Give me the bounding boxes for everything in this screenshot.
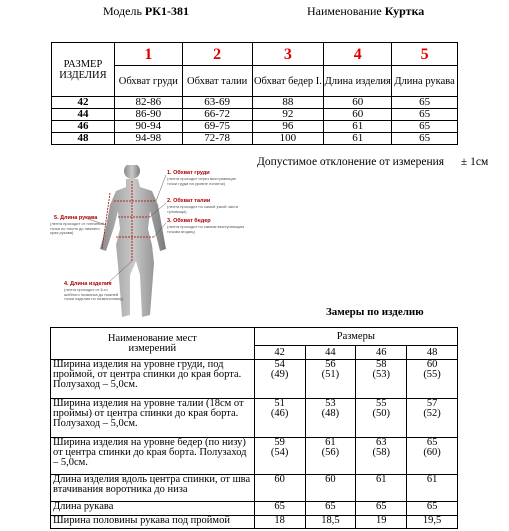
size-row	[52, 109, 458, 121]
tolerance-text: Допустимое отклонение от измерения	[257, 156, 445, 168]
figure-label-3: 3. Обхват бедер	[167, 218, 211, 224]
figure-note-2: (лента проходит по самой узкой части туловища)	[167, 204, 239, 214]
meas-row	[51, 399, 458, 438]
name-label: Наименование	[307, 4, 382, 18]
meas-value-cell: 63 (58)	[356, 438, 407, 475]
size-value-cell: 61	[324, 133, 392, 145]
size-value-cell: 82-86	[114, 97, 182, 109]
meas-value-cell: 60	[305, 475, 356, 502]
meas-name-cell: Длина рукава	[51, 502, 255, 516]
model-label: Модель	[103, 4, 142, 18]
size-value-cell: 72-78	[182, 133, 252, 145]
measurements-table	[50, 327, 458, 529]
size-value-cell: 65	[392, 133, 458, 145]
col-num-3: 3	[252, 43, 324, 66]
figure-note-3: (лента проходит по самым выступающим точкам ягодиц)	[167, 224, 245, 234]
meas-value-cell: 54 (49)	[254, 360, 305, 399]
size-row-header: РАЗМЕР ИЗДЕЛИЯ	[52, 43, 115, 97]
meas-value-cell: 19,5	[407, 516, 458, 529]
size-value-cell: 65	[392, 121, 458, 133]
meas-value-cell: 65	[254, 502, 305, 516]
tolerance-note	[257, 156, 488, 168]
meas-name-cell: Ширина половины рукава под проймой	[51, 516, 255, 529]
meas-row	[51, 438, 458, 475]
figure-label-5: 5. Длина рукава	[54, 215, 98, 221]
size-cell: 48	[52, 133, 115, 145]
col-num-1: 1	[114, 43, 182, 66]
size-value-cell: 60	[324, 109, 392, 121]
meas-value-cell: 60	[254, 475, 305, 502]
size-value-cell: 66-72	[182, 109, 252, 121]
meas-value-cell: 57 (52)	[407, 399, 458, 438]
figure-note-1: (лента проходит через выступающие точки груди на уровне лопаток)	[167, 176, 237, 186]
size-value-cell: 65	[392, 109, 458, 121]
meas-value-cell: 53 (48)	[305, 399, 356, 438]
meas-value-cell: 51 (46)	[254, 399, 305, 438]
meas-col-header: Наименование мест измерений	[51, 328, 255, 360]
meas-value-cell: 65	[407, 502, 458, 516]
size-cell: 46	[52, 121, 115, 133]
figure-note-4: (лента проходит от 6-го шейного позвонка до нижней точки изделия по позвоночнику)	[64, 287, 124, 301]
meas-value-cell: 18	[254, 516, 305, 529]
meas-name-cell: Длина изделия вдоль центра спинки, от шва втачивания воротника до низа	[51, 475, 255, 502]
col-label-4: Длина изделия	[324, 66, 392, 97]
size-value-cell: 60	[324, 97, 392, 109]
model-value: РК1-381	[144, 4, 189, 18]
meas-value-cell: 58 (53)	[356, 360, 407, 399]
size-value-cell: 63-69	[182, 97, 252, 109]
col-num-2: 2	[182, 43, 252, 66]
meas-value-cell: 59 (54)	[254, 438, 305, 475]
figure-label-4: 4. Длина изделия	[64, 281, 112, 287]
meas-name-cell: Ширина изделия на уровне бедер (по низу) от центра спинки до края борта. Полузаход – 5,0см.	[51, 438, 255, 475]
size-value-cell: 88	[252, 97, 324, 109]
meas-size-header: 42	[254, 346, 305, 360]
col-label-5: Длина рукава	[392, 66, 458, 97]
size-value-cell: 100	[252, 133, 324, 145]
meas-value-cell: 65	[356, 502, 407, 516]
col-label-2: Обхват талии	[182, 66, 252, 97]
meas-value-cell: 60 (55)	[407, 360, 458, 399]
meas-value-cell: 19	[356, 516, 407, 529]
col-label-1: Обхват груди	[114, 66, 182, 97]
meas-value-cell: 61 (56)	[305, 438, 356, 475]
size-value-cell: 65	[392, 97, 458, 109]
size-row	[52, 133, 458, 145]
meas-size-header: 48	[407, 346, 458, 360]
meas-value-cell: 61	[356, 475, 407, 502]
meas-value-cell: 61	[407, 475, 458, 502]
meas-row	[51, 502, 458, 516]
size-row	[52, 97, 458, 109]
meas-row	[51, 475, 458, 502]
tolerance-value: ± 1см	[460, 156, 489, 168]
size-cell: 44	[52, 109, 115, 121]
size-value-cell: 94-98	[114, 133, 182, 145]
measurements-title: Замеры по изделию	[326, 306, 424, 318]
col-label-3: Обхват бедер I.	[252, 66, 324, 97]
meas-row	[51, 516, 458, 529]
size-value-cell: 69-75	[182, 121, 252, 133]
body-measurement-figure	[48, 165, 248, 325]
meas-size-header: 44	[305, 346, 356, 360]
figure-note-5: (лента проходит от плечевой точки по локтю до нижнего края рукава)	[50, 221, 104, 235]
meas-value-cell: 65	[305, 502, 356, 516]
size-cell: 42	[52, 97, 115, 109]
meas-name-cell: Ширина изделия на уровне талии (18см от проймы) от центра спинки до края борта. Полузаход – 5,0см.	[51, 399, 255, 438]
meas-value-cell: 55 (50)	[356, 399, 407, 438]
sizes-header: Размеры	[254, 328, 457, 346]
name-header	[307, 4, 424, 19]
size-value-cell: 61	[324, 121, 392, 133]
meas-name-cell: Ширина изделия на уровне груди, под проймой, от центра спинки до края борта. Полузаход – 5,0см.	[51, 360, 255, 399]
meas-row	[51, 360, 458, 399]
meas-value-cell: 18,5	[305, 516, 356, 529]
model-header	[103, 4, 189, 19]
meas-value-cell: 65 (60)	[407, 438, 458, 475]
size-table	[51, 42, 458, 145]
size-value-cell: 90-94	[114, 121, 182, 133]
col-num-4: 4	[324, 43, 392, 66]
figure-label-2: 2. Обхват талии	[167, 198, 211, 204]
size-row	[52, 121, 458, 133]
col-num-5: 5	[392, 43, 458, 66]
size-value-cell: 96	[252, 121, 324, 133]
size-value-cell: 92	[252, 109, 324, 121]
figure-label-1: 1. Обхват груди	[167, 170, 210, 176]
meas-value-cell: 56 (51)	[305, 360, 356, 399]
name-value: Куртка	[384, 4, 425, 18]
size-value-cell: 86-90	[114, 109, 182, 121]
meas-size-header: 46	[356, 346, 407, 360]
